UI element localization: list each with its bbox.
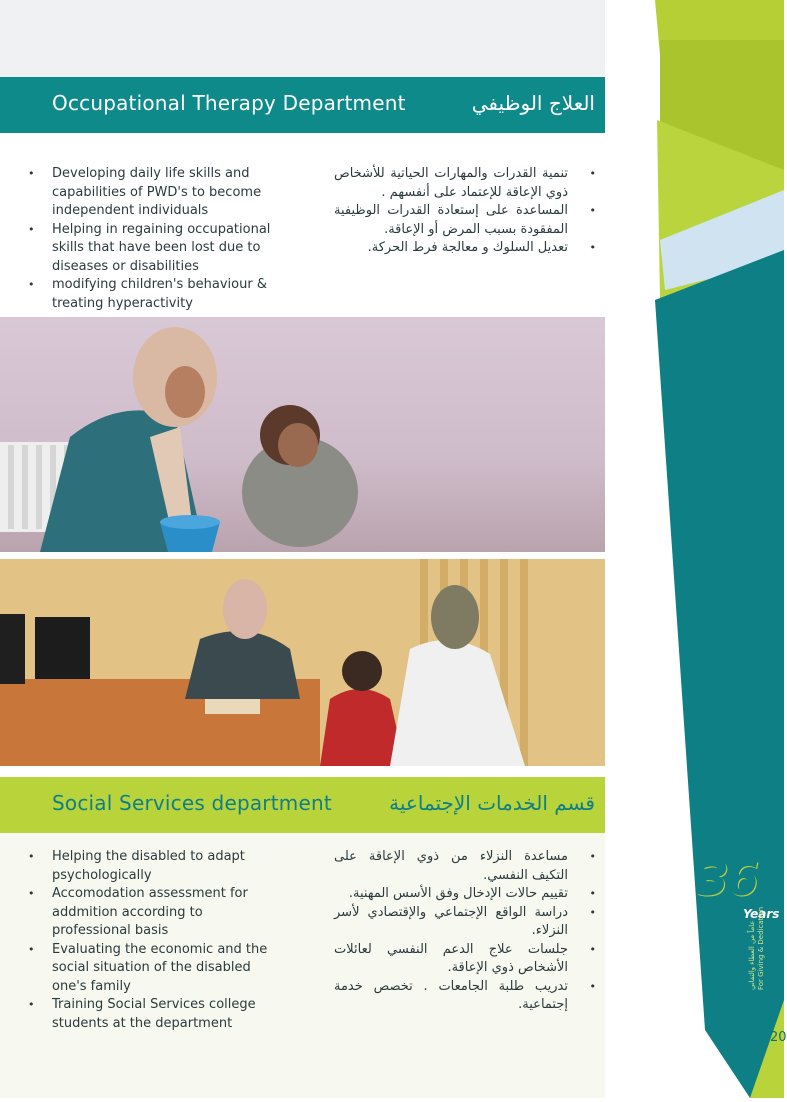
list-item: • تنمية القدرات والمهارات الحياتية للأشخاص ذوي الإعاقة للإعتماد على أنفسهم . bbox=[334, 165, 596, 202]
page-number: 20 bbox=[770, 1030, 787, 1045]
occupational-list-ar bbox=[334, 165, 596, 258]
anniversary-number: 36 bbox=[697, 852, 758, 906]
social-title-en: Social Services department bbox=[52, 791, 332, 815]
occupational-title-en: Occupational Therapy Department bbox=[52, 91, 406, 115]
social-header-band bbox=[0, 777, 605, 833]
list-item: • Accomodation assessment for addmition according to professional basis bbox=[28, 885, 278, 941]
occupational-title-ar: العلاج الوظيفي bbox=[471, 91, 595, 115]
anniversary-tagline bbox=[748, 900, 766, 990]
occupational-therapy-photo bbox=[0, 317, 605, 552]
monitors bbox=[0, 614, 90, 684]
social-services-photo bbox=[0, 559, 605, 766]
therapy-scene-illustration bbox=[0, 317, 605, 552]
list-item: • دراسة الواقع الإجتماعي والإقتصادي لأسر النزلاء. bbox=[334, 904, 596, 941]
page-top-margin bbox=[0, 0, 605, 77]
consultation-scene-illustration bbox=[0, 559, 605, 766]
list-item: • Developing daily life skills and capabilities of PWD's to become independent individuals bbox=[28, 165, 278, 221]
list-item: • مساعدة النزلاء من ذوي الإعاقة على التكيف النفسي. bbox=[334, 848, 596, 885]
tagline-en: For Giving & Dedication bbox=[757, 906, 765, 990]
list-item: • Training Social Services college students at the department bbox=[28, 996, 278, 1033]
list-item: • Helping in regaining occupational skills that have been lost due to diseases or disabilities bbox=[28, 221, 278, 277]
list-item: • modifying children's behaviour & treating hyperactivity bbox=[28, 276, 278, 313]
list-item: • المساعدة على إستعادة القدرات الوظيفية المفقودة بسبب المرض أو الإعاقة. bbox=[334, 202, 596, 239]
blue-bowl bbox=[160, 515, 220, 552]
list-item: • جلسات علاج الدعم النفسي لعائلات الأشخاص ذوي الإعاقة. bbox=[334, 941, 596, 978]
social-title-ar: قسم الخدمات الإجتماعية bbox=[389, 791, 595, 815]
list-item: • تعديل السلوك و معالجة فرط الحركة. bbox=[334, 239, 596, 258]
list-item: • تدريب طلبة الجامعات . تخصص خدمة إجتماعية. bbox=[334, 978, 596, 1015]
child-figure bbox=[242, 405, 358, 547]
tagline-ar: عاماً من العطاء والتفاني bbox=[748, 920, 756, 990]
anniversary-label: Years bbox=[743, 907, 780, 921]
anniversary-badge bbox=[697, 852, 780, 921]
social-list-ar bbox=[334, 848, 596, 1015]
list-item: • Helping the disabled to adapt psychologically bbox=[28, 848, 278, 885]
social-list-en bbox=[28, 848, 278, 1033]
occupational-header-band bbox=[0, 77, 605, 133]
list-item: • تقييم حالات الإدخال وفق الأسس المهنية. bbox=[334, 885, 596, 904]
list-item: • Evaluating the economic and the social situation of the disabled one's family bbox=[28, 941, 278, 997]
occupational-list-en bbox=[28, 165, 278, 313]
